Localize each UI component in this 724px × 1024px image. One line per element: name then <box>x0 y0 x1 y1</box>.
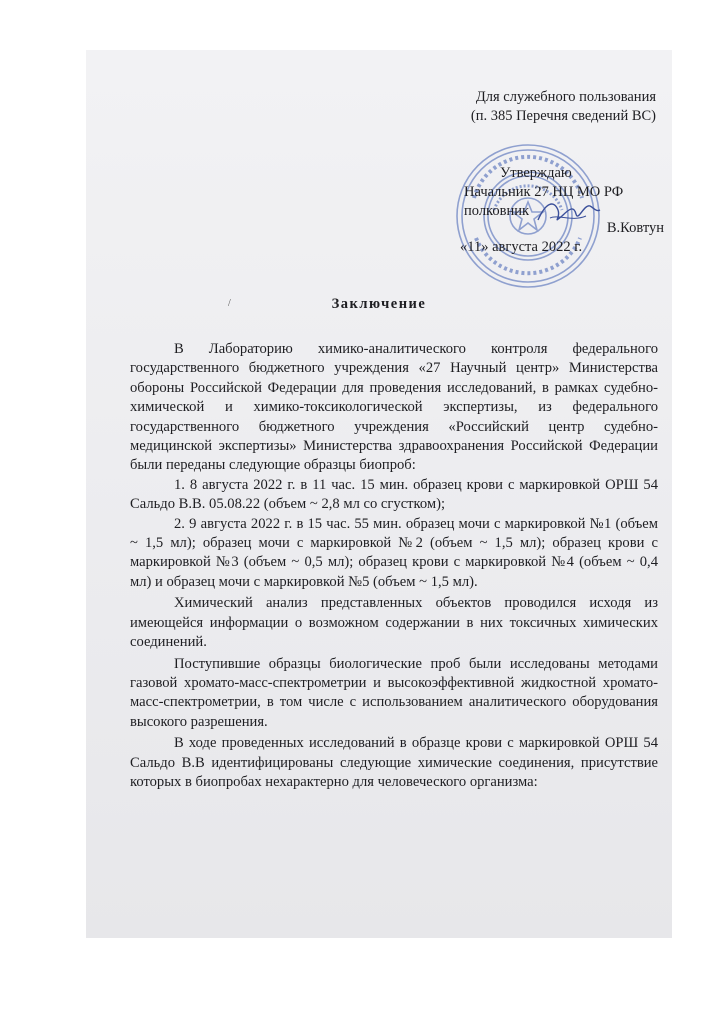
pen-mark: / <box>228 298 231 309</box>
list-item-2: 2. 9 августа 2022 г. в 15 час. 55 мин. образец мочи с маркировкой №1 (объем ~ 1,5 мл); образец мочи с маркировкой №2 (объем ~ 1,5 мл); образец крови с маркировкой №3 (объем ~ 0,5 мл); образец крови с маркировкой №4 (объем ~ 0,4 мл) и образец мочи с маркировкой №5 (объем ~ 1,5 мл). <box>130 515 658 590</box>
approval-title: Утверждаю <box>500 165 572 181</box>
paragraph-findings: В ходе проведенных исследований в образце крови с маркировкой ОРШ 54 Сальдо В.В идентифицированы следующие химические соединения, присутствие которых в биопробах нехарактерно для человеческого организма: <box>130 735 658 790</box>
paragraph-analysis: Химический анализ представленных объектов проводился исходя из имеющейся информации о возможном содержании в них токсичных химических соединений. <box>130 595 658 651</box>
classification-line-2: (п. 385 Перечня сведений ВС) <box>470 108 656 124</box>
classification-marking <box>471 88 656 126</box>
approval-date: «11» августа 2022 г. <box>460 239 583 255</box>
paragraph-intro: В Лабораторию химико-аналитического контроля федерального государственного бюджетного учреждения «27 Научный центр» Министерства обороны Российской Федерации для проведения исследований, в рамках судебно-химической и химико-токсикологической экспертизы, из федерального государственного бюджетного учреждения «Российский центр судебно-медицинской экспертизы» Министерства здравоохранения Российской Федерации были переданы следующие образцы биопроб: <box>130 341 658 474</box>
classification-line-1: Для служебного пользования <box>475 89 656 105</box>
list-item-1: 1. 8 августа 2022 г. в 11 час. 15 мин. образец крови с маркировкой ОРШ 54 Сальдо В.В. 05.08.22 (объем ~ 2,8 мл со сгустком); <box>130 476 658 513</box>
document-body <box>130 340 658 792</box>
approval-block <box>460 164 664 257</box>
approver-position: Начальник 27 НЦ МО РФ <box>464 184 624 200</box>
document-page <box>86 50 672 938</box>
paragraph-methods: Поступившие образцы биологические проб были исследованы методами газовой хромато-масс-спектрометрии и высокоэффективной жидкостной хромато-масс-спектрометрии, в том числе с использованием аналитического оборудования высокого разрешения. <box>130 655 658 730</box>
document-title: Заключение <box>331 296 427 312</box>
approver-rank: полковник <box>464 203 530 219</box>
approver-name: В.Ковтун <box>606 220 664 236</box>
